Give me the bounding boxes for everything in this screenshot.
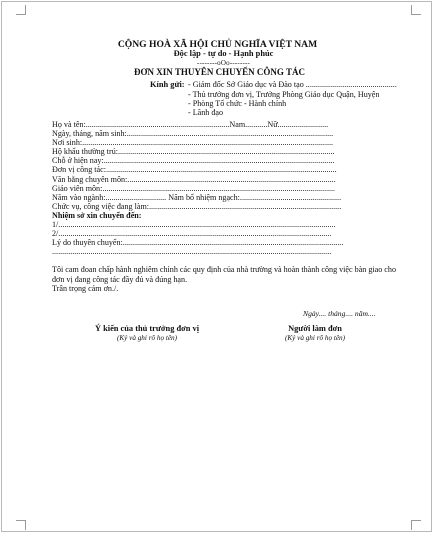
form-fields <box>52 120 343 256</box>
form-field-line: Giáo viên môn:................................................................................................................... <box>52 183 336 193</box>
recipient-item: - Lãnh đạo <box>188 108 224 117</box>
recipient-item: - Giám đốc Sở Giáo dục và Đào tạo ............................................. <box>188 80 397 89</box>
form-field-line: Văn bằng chuyên môn:....................................................................................................... <box>52 174 336 184</box>
form-field-line: Họ và tên:.......................................................................Nam...........Nữ......................... <box>52 120 329 129</box>
form-field-line: Hộ khẩu thường trú:........................................................................................................... <box>52 147 335 157</box>
signature-block-supervisor <box>72 324 222 342</box>
recipients-label: Kính gửi: <box>150 80 185 89</box>
form-field-line: Nhiệm sở xin chuyển đến: <box>52 210 142 220</box>
margin-mark-bottom-right <box>411 520 421 530</box>
document-title: ĐƠN XIN THUYÊN CHUYỂN CÔNG TÁC <box>134 67 305 77</box>
separator: --------oOo-------- <box>196 59 251 67</box>
form-field-line: Nơi sinh:............................................................................................................................ <box>52 138 334 148</box>
form-field-line: Lý do thuyên chuyển:............................................................................................................. <box>52 238 344 248</box>
thanks-text: Trân trọng cảm ơn./. <box>52 284 119 293</box>
form-field-line: Ngày, tháng, năm sinh:...................................................................................................... <box>52 129 334 139</box>
date-line: Ngày.... tháng.... năm.... <box>303 309 376 318</box>
form-field-line: 1/......................................................................................................................................... <box>52 220 336 230</box>
signature-hint: (Ký và ghi rõ họ tên) <box>284 334 346 342</box>
signature-hint: (Ký và ghi rõ họ tên) <box>116 334 178 342</box>
form-field-line: Chức vụ, công việc đang làm:............................................................................................... <box>52 201 342 211</box>
form-field-line: .......................................................................................................................................... <box>52 247 332 257</box>
signature-title: Người làm đơn <box>288 324 342 333</box>
motto: Độc lập - tự do - Hạnh phúc <box>173 49 274 58</box>
signature-title: Ý kiến của thủ trưởng đơn vị <box>94 324 200 333</box>
recipient-item: - Thủ trưởng đơn vị, Trưởng Phòng Giáo dục Quận, Huyện <box>188 90 380 99</box>
recipient-item: - Phòng Tổ chức - Hành chính <box>188 99 287 108</box>
country-heading: CỘNG HOÀ XÃ HỘI CHỦ NGHĨA VIỆT NAM <box>117 39 318 50</box>
form-field-line: Năm vào ngành:.............................. Năm bổ nhiệm ngạch:.................................................. <box>52 192 342 202</box>
form-field-line: Chỗ ở hiện nay:.................................................................................................................. <box>52 156 335 166</box>
margin-mark-top-right <box>411 5 421 15</box>
commitment-paragraph <box>52 265 397 294</box>
form-field-line: Đơn vị công tác:.................................................................................................................. <box>52 165 337 175</box>
margin-mark-top-left <box>16 5 26 15</box>
signature-block-applicant <box>250 324 380 342</box>
form-field-line: 2/....................................................................................................................................... <box>52 229 332 239</box>
commitment-text: Tôi cam đoan chấp hành nghiêm chỉnh các quy định của nhà trường và hoàn thành công việc bàn giao cho đơn vị đang công tác đầy đủ và đúng hạn. <box>52 265 396 284</box>
margin-mark-bottom-left <box>16 520 26 530</box>
